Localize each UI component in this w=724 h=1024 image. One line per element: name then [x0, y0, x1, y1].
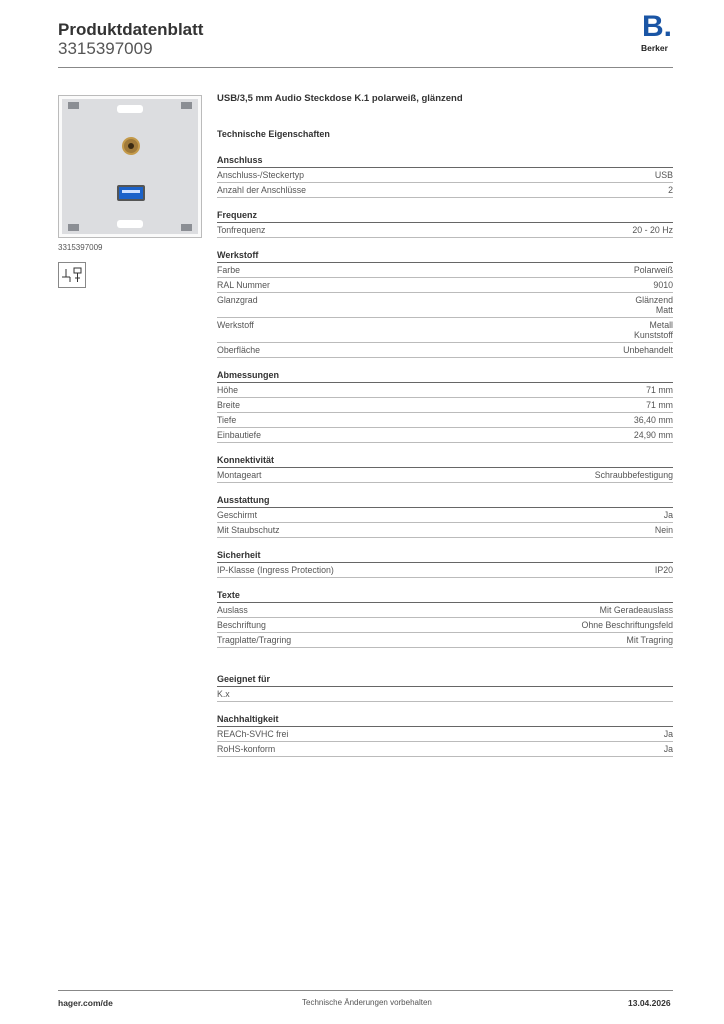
property-value-line: 24,90 mm	[633, 430, 673, 440]
property-value	[623, 345, 673, 355]
property-label: Geschirmt	[217, 510, 258, 520]
property-row	[217, 468, 673, 483]
property-label: REACh-SVHC frei	[217, 729, 289, 739]
property-label: Farbe	[217, 265, 240, 275]
property-value	[655, 170, 673, 180]
usb-port	[117, 185, 145, 201]
property-label: Werkstoff	[217, 320, 254, 330]
property-label: K.x	[217, 689, 230, 699]
section-heading: Texte	[217, 590, 673, 603]
property-value	[646, 385, 673, 395]
property-value	[595, 470, 673, 480]
audio-jack	[122, 137, 140, 155]
property-label: Glanzgrad	[217, 295, 258, 305]
property-label: Anschluss-/Steckertyp	[217, 170, 305, 180]
property-row	[217, 687, 673, 702]
property-label: Montageart	[217, 470, 262, 480]
property-row	[217, 508, 673, 523]
usb-socket-symbol-icon	[58, 262, 86, 288]
property-section	[217, 250, 673, 358]
property-value-line: Schraubbefestigung	[594, 470, 673, 480]
property-label: RAL Nummer	[217, 280, 270, 290]
property-value	[635, 295, 673, 315]
property-row	[217, 223, 673, 238]
section-heading: Frequenz	[217, 210, 673, 223]
property-section	[217, 495, 673, 538]
property-value-line: Mit Geradeauslass	[599, 605, 673, 615]
property-value-line: Polarweiß	[633, 265, 673, 275]
property-section	[217, 550, 673, 578]
header-divider	[58, 67, 673, 68]
property-label: Tragplatte/Tragring	[217, 635, 292, 645]
property-value	[655, 525, 673, 535]
property-label: Tonfrequenz	[217, 225, 266, 235]
plate-tab	[68, 224, 79, 231]
footer-disclaimer: Technische Änderungen vorbehalten	[302, 998, 432, 1007]
plate-tab	[181, 224, 192, 231]
plate-tab	[181, 102, 192, 109]
property-row	[217, 523, 673, 538]
property-label: Mit Staubschutz	[217, 525, 280, 535]
image-caption: 3315397009	[58, 243, 103, 252]
property-value-line: Kunststoff	[634, 330, 673, 340]
property-value	[646, 400, 673, 410]
property-value	[582, 620, 673, 630]
footer-divider	[58, 990, 673, 991]
section-heading: Konnektivität	[217, 455, 673, 468]
product-title: USB/3,5 mm Audio Steckdose K.1 polarweiß, glänzend	[217, 93, 463, 104]
plate-tab	[68, 102, 79, 109]
property-label: Höhe	[217, 385, 239, 395]
property-row	[217, 563, 673, 578]
property-value	[634, 265, 673, 275]
property-row	[217, 343, 673, 358]
property-value	[634, 415, 673, 425]
property-value-line: 71 mm	[646, 385, 673, 395]
technical-properties-heading: Technische Eigenschaften	[217, 129, 330, 139]
property-label: Tiefe	[217, 415, 237, 425]
property-row	[217, 633, 673, 648]
property-row	[217, 263, 673, 278]
property-section	[217, 590, 673, 648]
property-value-line: Ja	[663, 729, 673, 739]
socket-plate	[62, 99, 198, 234]
property-row	[217, 318, 673, 343]
property-value-line: Nein	[654, 525, 673, 535]
property-row	[217, 618, 673, 633]
property-value	[634, 430, 673, 440]
property-sections	[217, 155, 673, 757]
property-value-line: Ja	[663, 510, 673, 520]
property-label: IP-Klasse (Ingress Protection)	[217, 565, 334, 575]
product-image	[58, 95, 202, 238]
property-value	[668, 185, 673, 195]
property-row	[217, 383, 673, 398]
property-section	[217, 674, 673, 702]
property-value-line: 36,40 mm	[633, 415, 673, 425]
section-heading: Ausstattung	[217, 495, 673, 508]
section-heading: Sicherheit	[217, 550, 673, 563]
property-section	[217, 455, 673, 483]
property-label: Beschriftung	[217, 620, 266, 630]
property-value-line: Ja	[663, 744, 673, 754]
berker-logo	[639, 10, 675, 54]
property-value	[655, 565, 673, 575]
property-row	[217, 603, 673, 618]
property-value-line: 2	[668, 185, 673, 195]
property-label: Einbautiefe	[217, 430, 262, 440]
property-value-line: Matt	[655, 305, 673, 315]
document-title: Produktdatenblatt	[58, 20, 204, 39]
property-row	[217, 742, 673, 757]
section-heading: Geeignet für	[217, 674, 673, 687]
property-value-line: 9010	[653, 280, 673, 290]
article-number: 3315397009	[58, 39, 153, 58]
property-row	[217, 183, 673, 198]
plate-bottom-notch	[117, 220, 143, 228]
property-row	[217, 398, 673, 413]
property-label: Anzahl der Anschlüsse	[217, 185, 306, 195]
property-value	[632, 225, 673, 235]
logo-text: Berker	[641, 43, 668, 53]
property-value	[664, 744, 673, 754]
data-sheet-content	[217, 93, 673, 757]
property-value	[634, 320, 673, 340]
property-row	[217, 168, 673, 183]
property-value-line: IP20	[654, 565, 673, 575]
property-value	[653, 280, 673, 290]
property-label: RoHS-konform	[217, 744, 276, 754]
property-label: Oberfläche	[217, 345, 261, 355]
footer-date: 13.04.2026	[628, 998, 671, 1008]
property-value	[664, 729, 673, 739]
section-heading: Anschluss	[217, 155, 673, 168]
property-value	[600, 605, 673, 615]
property-row	[217, 428, 673, 443]
property-label: Breite	[217, 400, 240, 410]
property-section	[217, 714, 673, 757]
property-section	[217, 155, 673, 198]
property-section	[217, 210, 673, 238]
section-heading: Abmessungen	[217, 370, 673, 383]
property-value-line: Unbehandelt	[623, 345, 673, 355]
logo-letter: B.	[642, 10, 672, 43]
footer-website: hager.com/de	[58, 998, 113, 1008]
property-value-line: Ohne Beschriftungsfeld	[581, 620, 673, 630]
section-heading: Werkstoff	[217, 250, 673, 263]
property-value	[627, 635, 673, 645]
property-value-line: Glänzend	[635, 295, 673, 305]
property-row	[217, 278, 673, 293]
property-value-line: 20 - 20 Hz	[632, 225, 673, 235]
section-heading: Nachhaltigkeit	[217, 714, 673, 727]
property-value-line: USB	[654, 170, 673, 180]
property-value-line: Mit Tragring	[626, 635, 673, 645]
property-row	[217, 727, 673, 742]
property-value	[664, 510, 673, 520]
property-value-line: 71 mm	[646, 400, 673, 410]
plate-top-notch	[117, 105, 143, 113]
property-row	[217, 413, 673, 428]
property-value-line: Metall	[649, 320, 673, 330]
property-label: Auslass	[217, 605, 248, 615]
property-row	[217, 293, 673, 318]
property-section	[217, 370, 673, 443]
